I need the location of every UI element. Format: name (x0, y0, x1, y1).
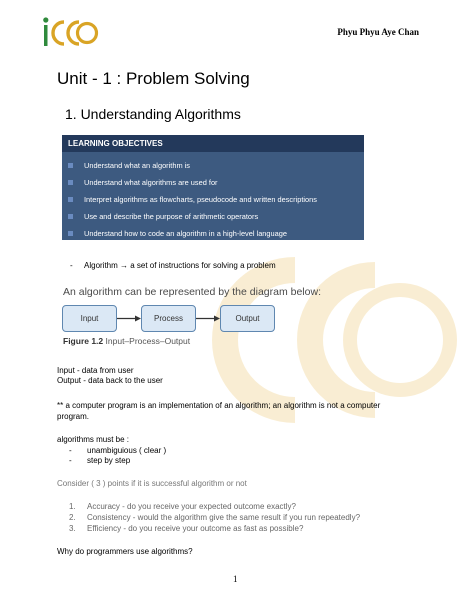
section-title: 1. Understanding Algorithms (65, 106, 241, 122)
process-node: Process (141, 305, 196, 332)
must-be-heading: algorithms must be : (57, 435, 130, 444)
dash-marker: - (69, 445, 72, 455)
arrow-right-icon (117, 316, 141, 322)
learning-objectives-list (68, 157, 317, 242)
algorithm-definition (70, 261, 276, 270)
square-bullet-icon (68, 197, 73, 202)
item-number: 1. (69, 502, 76, 511)
dash-marker: - (70, 261, 73, 270)
learning-objectives-header: LEARNING OBJECTIVES (62, 135, 364, 152)
objective-item: Interpret algorithms as flowcharts, pseudocode and written descriptions (68, 191, 317, 208)
program-note-line-2: program. (57, 411, 90, 421)
item-number: 3. (69, 524, 76, 533)
output-note: Output - data back to the user (57, 376, 163, 385)
consider-text: Consider ( 3 ) points if it is successful algorithm or not (57, 479, 247, 488)
unit-title: Unit - 1 : Problem Solving (57, 69, 250, 88)
input-note: Input - data from user (57, 366, 134, 375)
objective-item: Use and describe the purpose of arithmetic operators (68, 208, 317, 225)
objective-item: Understand how to code an algorithm in a high-level language (68, 225, 317, 242)
input-process-output-diagram (62, 305, 282, 335)
program-note-line-1: ** a computer program is an implementation of an algorithm; an algorithm is not a computer (57, 401, 381, 410)
arrow-right-icon (196, 316, 220, 322)
author-name: Phyu Phyu Aye Chan (337, 27, 419, 37)
input-node: Input (62, 305, 117, 332)
objective-item: Understand what algorithms are used for (68, 174, 317, 191)
numbered-item: 1. Accuracy - do you receive your expected outcome exactly? (69, 502, 296, 511)
figure-title: Input–Process–Output (105, 336, 191, 346)
numbered-item: 2. Consistency - would the algorithm give the same result if you run repeatedly? (69, 513, 361, 522)
learning-objectives-box (62, 135, 364, 240)
figure-caption (63, 336, 190, 346)
school-logo (40, 14, 100, 50)
output-node: Output (220, 305, 275, 332)
square-bullet-icon (68, 231, 73, 236)
square-bullet-icon (68, 180, 73, 185)
question-text: Why do programmers use algorithms? (57, 547, 193, 556)
flow-arrows (62, 305, 282, 335)
square-bullet-icon (68, 163, 73, 168)
item-number: 2. (69, 513, 76, 522)
diagram-caption: An algorithm can be represented by the diagram below: (63, 286, 321, 298)
figure-number: Figure 1.2 (63, 336, 104, 346)
list-item: - step by step (69, 456, 131, 465)
list-item: - unambiguious ( clear ) (69, 445, 167, 455)
square-bullet-icon (68, 214, 73, 219)
page-number: 1 (233, 574, 238, 584)
objective-item: Understand what an algorithm is (68, 157, 317, 174)
numbered-item: 3. Efficiency - do you receive your outcome as fast as possible? (69, 524, 304, 533)
dash-marker: - (69, 456, 72, 465)
definition-text: Algorithm → a set of instructions for solving a problem (84, 261, 276, 270)
